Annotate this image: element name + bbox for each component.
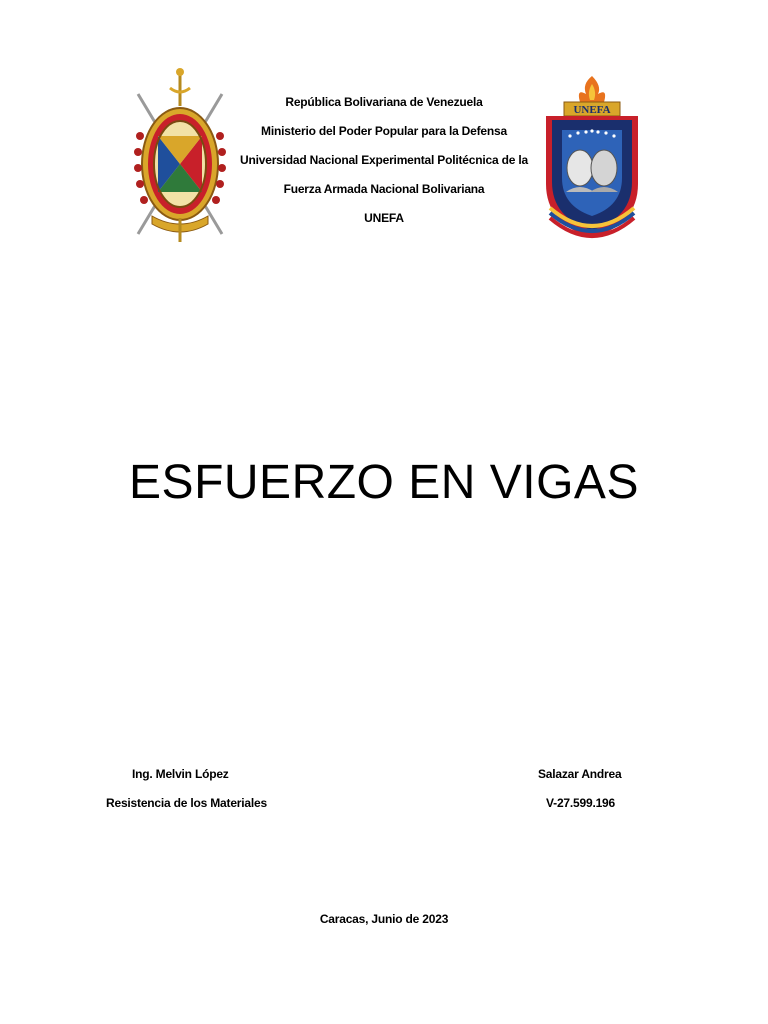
course-name: Resistencia de los Materiales [106,796,267,810]
unefa-logo-text: UNEFA [573,104,611,116]
student-name: Salazar Andrea [538,767,622,781]
student-id: V-27.599.196 [546,796,615,810]
document-title: ESFUERZO EN VIGAS [129,456,639,509]
header-ministry: Ministerio del Poder Popular para la Defensa [261,124,507,138]
header-country: República Bolivariana de Venezuela [285,95,483,109]
place-and-date: Caracas, Junio de 2023 [319,912,449,926]
unefa-shield-icon [540,74,644,240]
header-university: Universidad Nacional Experimental Politécnica de la [240,153,528,167]
advisor-name: Ing. Melvin López [132,767,229,781]
institution-header [214,92,554,237]
header-armed-forces: Fuerza Armada Nacional Bolivariana [283,182,485,196]
header-acronym: UNEFA [364,211,404,225]
